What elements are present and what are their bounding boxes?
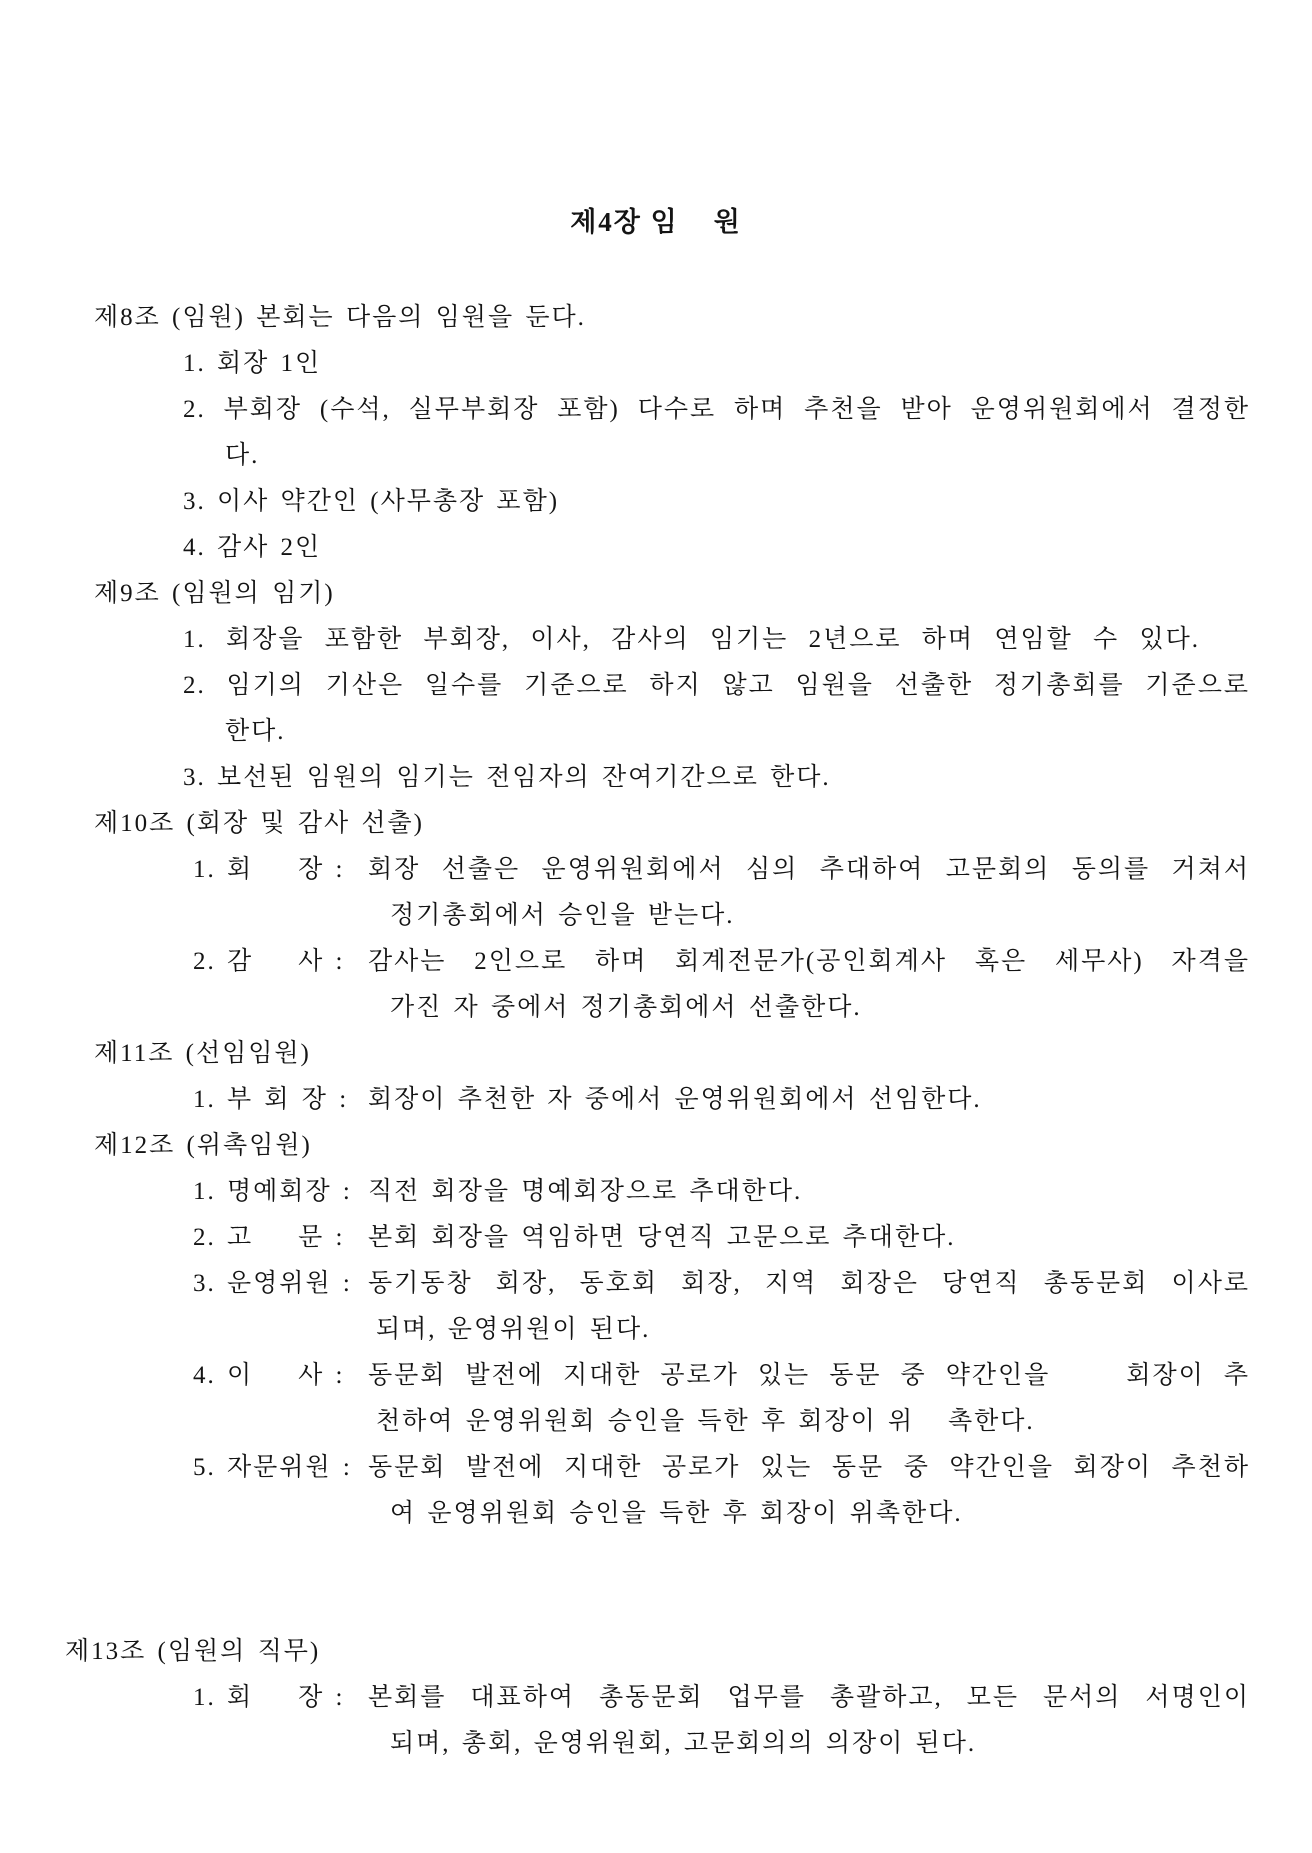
item-label: 1. 회 장 : — [193, 856, 345, 883]
article-8-item-3: 3. 이사 약간인 (사무총장 포함) — [183, 488, 560, 515]
article-13-heading: 제13조 (임원의 직무) — [65, 1638, 321, 1665]
article-12-item-4-line-2: 천하여 운영위원회 승인을 득한 후 회장이 위 촉한다. — [376, 1408, 1035, 1435]
item-text: 동기동창 회장, 동호회 회장, 지역 회장은 당연직 총동문회 이사로 — [368, 1270, 1250, 1297]
item-text: 동문회 발전에 지대한 공로가 있는 동문 중 약간인을 회장이 추 — [368, 1362, 1250, 1389]
article-12-item-3-line-2: 되며, 운영위원이 된다. — [376, 1316, 651, 1343]
item-text: 본회 회장을 역임하면 당연직 고문으로 추대한다. — [368, 1224, 956, 1251]
item-label: 2. 감 사 : — [193, 948, 345, 975]
item-label: 1. 회 장 : — [193, 1684, 345, 1711]
item-text: 직전 회장을 명예회장으로 추대한다. — [368, 1178, 803, 1205]
article-12-item-3-line-1 — [0, 1261, 1312, 1307]
document-body — [0, 295, 1312, 1767]
article-12-item-2 — [0, 1215, 1312, 1261]
article-9-item-1: 1. 회장을 포함한 부회장, 이사, 감사의 임기는 2년으로 하며 연임할 수 있다. — [183, 626, 1200, 653]
article-10-item-1-line-2: 정기총회에서 승인을 받는다. — [390, 902, 735, 929]
article-8-item-2-line-2: 다. — [225, 442, 260, 469]
item-label: 2. 고 문 : — [193, 1224, 345, 1251]
item-label: 5. 자문위원 : — [193, 1454, 352, 1481]
article-8-heading: 제8조 (임원) 본회는 다음의 임원을 둔다. — [94, 304, 586, 331]
article-12-heading: 제12조 (위촉임원) — [94, 1132, 312, 1159]
item-label: 3. 운영위원 : — [193, 1270, 352, 1297]
item-label: 1. 명예회장 : — [193, 1178, 352, 1205]
item-text: 동문회 발전에 지대한 공로가 있는 동문 중 약간인을 회장이 추천하 — [368, 1454, 1250, 1481]
article-11-item-1 — [0, 1077, 1312, 1123]
item-text: 본회를 대표하여 총동문회 업무를 총괄하고, 모든 문서의 서명인이 — [368, 1684, 1250, 1711]
item-label: 4. 이 사 : — [193, 1362, 345, 1389]
article-9-heading: 제9조 (임원의 임기) — [94, 580, 335, 607]
article-13-item-1-line-1 — [0, 1675, 1312, 1721]
article-12-item-1 — [0, 1169, 1312, 1215]
item-text: 회장 선출은 운영위원회에서 심의 추대하여 고문회의 동의를 거쳐서 — [368, 856, 1250, 883]
article-8-item-1: 1. 회장 1인 — [183, 350, 322, 377]
article-12-item-4-line-1 — [0, 1353, 1312, 1399]
article-10-heading: 제10조 (회장 및 감사 선출) — [94, 810, 425, 837]
article-12-item-5-line-1 — [0, 1445, 1312, 1491]
article-10-item-1-line-1 — [0, 847, 1312, 893]
item-text: 감사는 2인으로 하며 회계전문가(공인회계사 혹은 세무사) 자격을 — [368, 948, 1250, 975]
article-9-item-2-line-2: 한다. — [225, 718, 286, 745]
article-11-heading: 제11조 (선임임원) — [94, 1040, 311, 1067]
chapter-title: 제4장 임 원 — [570, 207, 742, 237]
article-12-item-5-line-2: 여 운영위원회 승인을 득한 후 회장이 위촉한다. — [390, 1500, 963, 1527]
item-text: 회장이 추천한 자 중에서 운영위원회에서 선임한다. — [368, 1086, 982, 1113]
article-13-item-1-line-2: 되며, 총회, 운영위원회, 고문회의의 의장이 된다. — [390, 1730, 977, 1757]
article-9-item-2-line-1: 2. 임기의 기산은 일수를 기준으로 하지 않고 임원을 선출한 정기총회를 기준으로 — [183, 672, 1250, 699]
article-8-item-4: 4. 감사 2인 — [183, 534, 322, 561]
article-9-item-3: 3. 보선된 임원의 임기는 전임자의 잔여기간으로 한다. — [183, 764, 831, 791]
article-8-item-2-line-1: 2. 부회장 (수석, 실무부회장 포함) 다수로 하며 추천을 받아 운영위원회에서 결정한 — [183, 396, 1250, 423]
article-10-item-2-line-1 — [0, 939, 1312, 985]
item-label: 1. 부 회 장 : — [193, 1086, 349, 1113]
paragraph-gap — [0, 1583, 1312, 1629]
paragraph-gap — [0, 1537, 1312, 1583]
article-10-item-2-line-2: 가진 자 중에서 정기총회에서 선출한다. — [390, 994, 862, 1021]
